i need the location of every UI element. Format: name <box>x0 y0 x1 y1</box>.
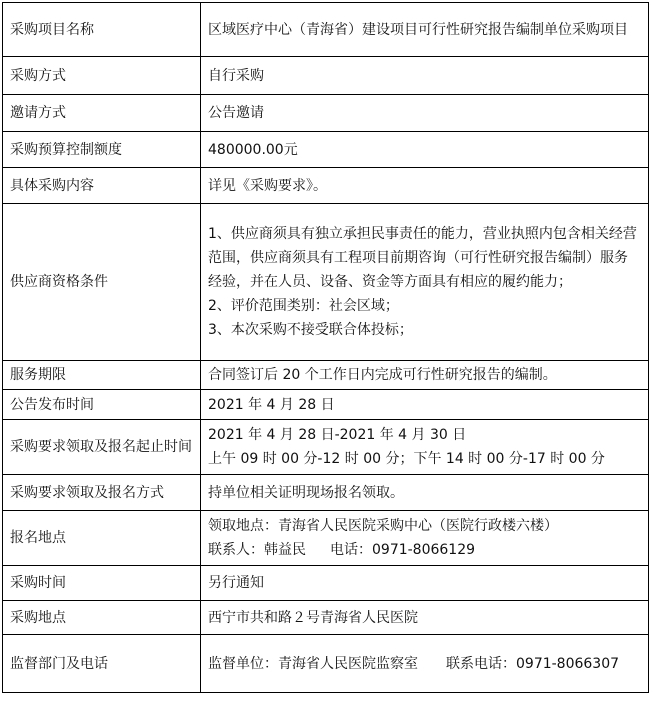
row-value: 自行采购 <box>201 57 649 95</box>
row-label: 报名地点 <box>3 511 201 566</box>
supervisor-unit: 监督单位：青海省人民医院监察室 <box>208 655 418 672</box>
row-label: 采购要求领取及报名方式 <box>3 475 201 511</box>
row-label: 采购方式 <box>3 57 201 95</box>
table-row <box>3 132 649 168</box>
table-row <box>3 635 649 693</box>
row-label: 监督部门及电话 <box>3 635 201 693</box>
row-value <box>201 635 649 693</box>
table-row <box>3 57 649 95</box>
time-range-line: 上午 09 时 00 分-12 时 00 分；下午 14 时 00 分-17 时 00 分 <box>208 451 605 467</box>
contact-line <box>208 538 641 562</box>
row-value: 另行通知 <box>201 566 649 601</box>
qualification-line: 2、评价范围类别：社会区域； <box>208 298 399 314</box>
qualification-line: 1、供应商须具有独立承担民事责任的能力，营业执照内包含相关经营范围，供应商须具有工程项目前期咨询（可行性研究报告编制）服务经验，并在人员、设备、资金等方面具有相应的履约能力； <box>208 226 637 290</box>
row-value: 区域医疗中心（青海省）建设项目可行性研究报告编制单位采购项目 <box>201 3 649 57</box>
table-row <box>3 601 649 635</box>
row-value: 480000.00元 <box>201 132 649 168</box>
table-row <box>3 95 649 132</box>
contact-phone: 电话：0971-8066129 <box>330 542 476 558</box>
table-row <box>3 204 649 361</box>
table-row <box>3 390 649 420</box>
date-range-line: 2021 年 4 月 28 日-2021 年 4 月 30 日 <box>208 427 467 443</box>
row-label: 公告发布时间 <box>3 390 201 420</box>
row-value: 持单位相关证明现场报名领取。 <box>201 475 649 511</box>
row-label: 邀请方式 <box>3 95 201 132</box>
table-row <box>3 361 649 390</box>
table-row <box>3 566 649 601</box>
row-value <box>201 204 649 361</box>
procurement-info-table <box>2 2 649 693</box>
row-value: 西宁市共和路２号青海省人民医院 <box>201 601 649 635</box>
row-value <box>201 420 649 475</box>
row-value: 2021 年 4 月 28 日 <box>201 390 649 420</box>
supervisor-phone: 联系电话：0971-8066307 <box>446 655 620 672</box>
row-label: 采购预算控制额度 <box>3 132 201 168</box>
row-label: 采购地点 <box>3 601 201 635</box>
qualification-line: 3、本次采购不接受联合体投标； <box>208 322 413 338</box>
row-value: 详见《采购要求》。 <box>201 168 649 204</box>
row-value <box>201 511 649 566</box>
contact-person: 联系人：韩益民 <box>208 542 306 558</box>
row-label: 采购项目名称 <box>3 3 201 57</box>
row-label: 供应商资格条件 <box>3 204 201 361</box>
row-label: 具体采购内容 <box>3 168 201 204</box>
table-row <box>3 511 649 566</box>
row-label: 采购要求领取及报名起止时间 <box>3 420 201 475</box>
table-row <box>3 475 649 511</box>
row-label: 采购时间 <box>3 566 201 601</box>
row-value: 合同签订后 20 个工作日内完成可行性研究报告的编制。 <box>201 361 649 390</box>
pickup-location: 领取地点：青海省人民医院采购中心（医院行政楼六楼） <box>208 518 558 534</box>
table-row <box>3 420 649 475</box>
row-label: 服务期限 <box>3 361 201 390</box>
row-value: 公告邀请 <box>201 95 649 132</box>
table-row <box>3 3 649 57</box>
table-row <box>3 168 649 204</box>
